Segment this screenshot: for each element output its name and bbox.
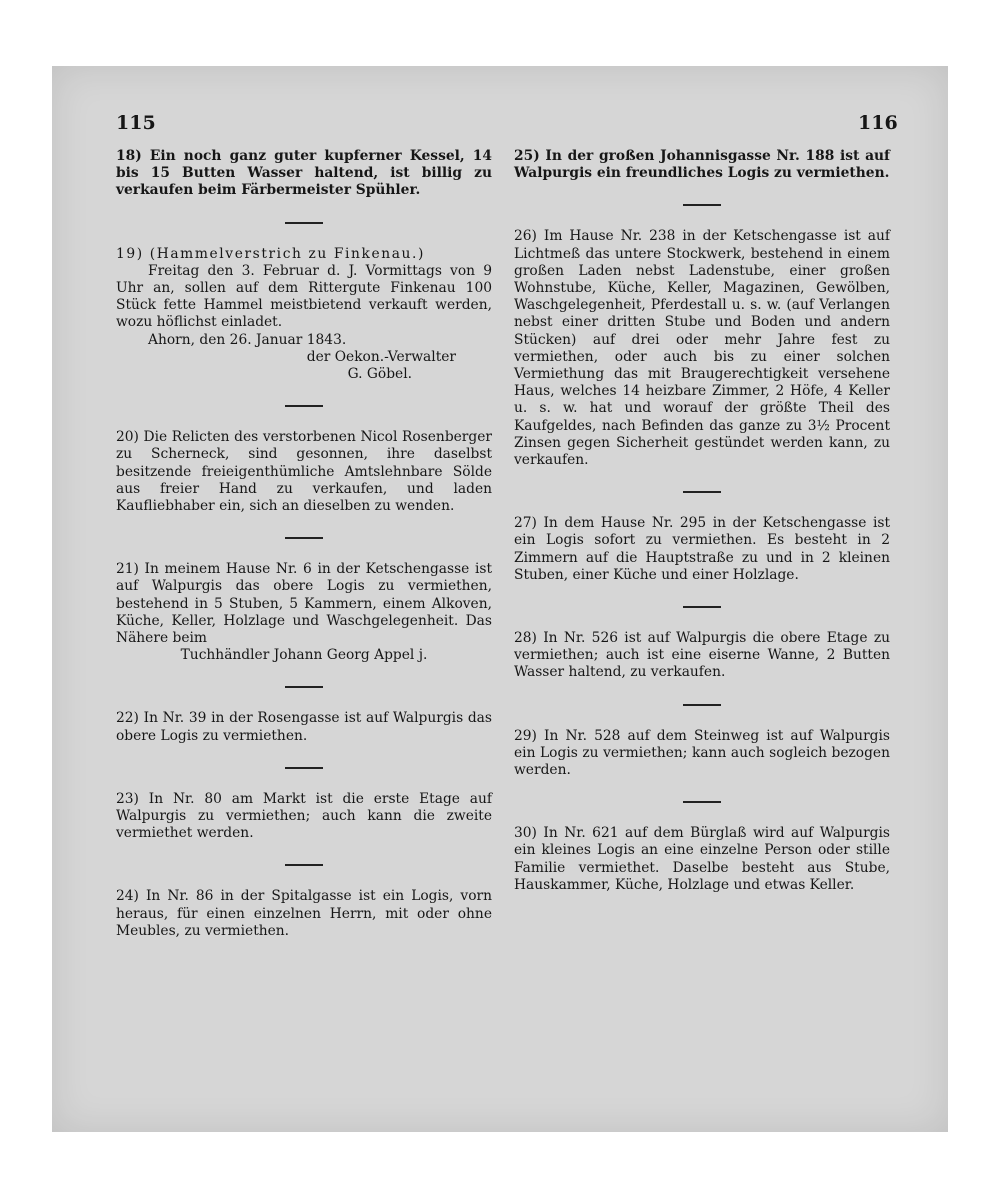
entry-19-text: Freitag den 3. Februar d. J. Vormittags von 9 Uhr an, sollen auf dem Rittergute Finkenau 100 Stück fette Hammel meistbietend verkauft werden, wozu höflichst einladet.	[116, 262, 492, 331]
right-column	[514, 148, 890, 894]
entry-25: 25) In der großen Johannisgasse Nr. 188 ist auf Walpurgis ein freundliches Logis zu vermiethen.	[514, 148, 890, 182]
page-number-right: 116	[858, 112, 898, 134]
left-column	[116, 148, 492, 940]
entry-26: 26) Im Hause Nr. 238 in der Ketschengasse ist auf Lichtmeß das untere Stockwerk, bestehend in einem großen Laden nebst Ladenstube, einer großen Wohnstube, Küche, Keller, Magazinen, Gewölben, Waschgelegenheit, Pferdestall u. s. w. (auf Verlangen nebst einer dritten Stube und Boden und andern Stücken) auf drei oder mehr Jahre fest zu vermiethen, oder auch bis zu einer solchen Vermiethung das mit Braugerechtigkeit versehene Haus, welches 14 heizbare Zimmer, 2 Höfe, 4 Keller u. s. w. hat und worauf der größte Theil des Kaufgeldes, nach Befinden das ganze zu 3½ Procent Zinsen gegen Sicherheit gestündet werden kann, zu verkaufen.	[514, 228, 890, 469]
entry-19-heading: 19) (Hammelverstrich zu Finkenau.)	[116, 245, 425, 262]
entry-30: 30) In Nr. 621 auf dem Bürglaß wird auf Walpurgis ein kleines Logis an eine einzelne Person oder stille Familie vermiethet. Daselbe besteht aus Stube, Hauskammer, Küche, Holzlage und etwas Keller.	[514, 825, 890, 893]
entry-28: 28) In Nr. 526 ist auf Walpurgis die obere Etage zu vermiethen; auch ist eine eiserne Wanne, 2 Butten Wasser haltend, zu verkaufen.	[514, 630, 890, 681]
entry-23: 23) In Nr. 80 am Markt ist die erste Etage auf Walpurgis zu vermiethen; auch kann die zweite vermiethet werden.	[116, 790, 492, 842]
entry-18: 18) Ein noch ganz guter kupferner Kessel, 14 bis 15 Butten Wasser haltend, ist billig zu verkaufen beim Färbermeister Spühler.	[116, 148, 492, 199]
entry-19-place-date: Ahorn, den 26. Januar 1843.	[148, 331, 347, 348]
entry-19-signature-title: der Oekon.-Verwalter	[306, 348, 456, 365]
entry-21-signature: Tuchhändler Johann Georg Appel j.	[180, 647, 428, 664]
page-number-left: 115	[116, 112, 156, 134]
entry-29: 29) In Nr. 528 auf dem Steinweg ist auf Walpurgis ein Logis zu vermiethen; kann auch sogleich bezogen werden.	[514, 727, 890, 779]
entry-19-signature-name: G. Göbel.	[347, 366, 412, 383]
entry-24: 24) In Nr. 86 in der Spitalgasse ist ein Logis, vorn heraus, für einen einzelnen Herrn, mit oder ohne Meubles, zu vermiethen.	[116, 888, 492, 939]
entry-22: 22) In Nr. 39 in der Rosengasse ist auf Walpurgis das obere Logis zu vermiethen.	[116, 710, 492, 744]
entry-20: 20) Die Relicten des verstorbenen Nicol Rosenberger zu Scherneck, sind gesonnen, ihre daselbst besitzende freieigenthümliche Amtslehnbare Sölde aus freier Hand zu verkaufen, und laden Kaufliebhaber ein, sich an dieselben zu wenden.	[116, 429, 492, 515]
entry-21: 21) In meinem Hause Nr. 6 in der Ketschengasse ist auf Walpurgis das obere Logis zu vermiethen, bestehend in 5 Stuben, 5 Kammern, einem Alkoven, Küche, Keller, Holzlage und Waschgelegenheit. Das Nähere beim	[116, 561, 492, 647]
entry-27: 27) In dem Hause Nr. 295 in der Ketschengasse ist ein Logis sofort zu vermiethen. Es besteht in 2 Zimmern auf die Hauptstraße zu und in 2 kleinen Stuben, einer Küche und einer Holzlage.	[514, 515, 890, 583]
